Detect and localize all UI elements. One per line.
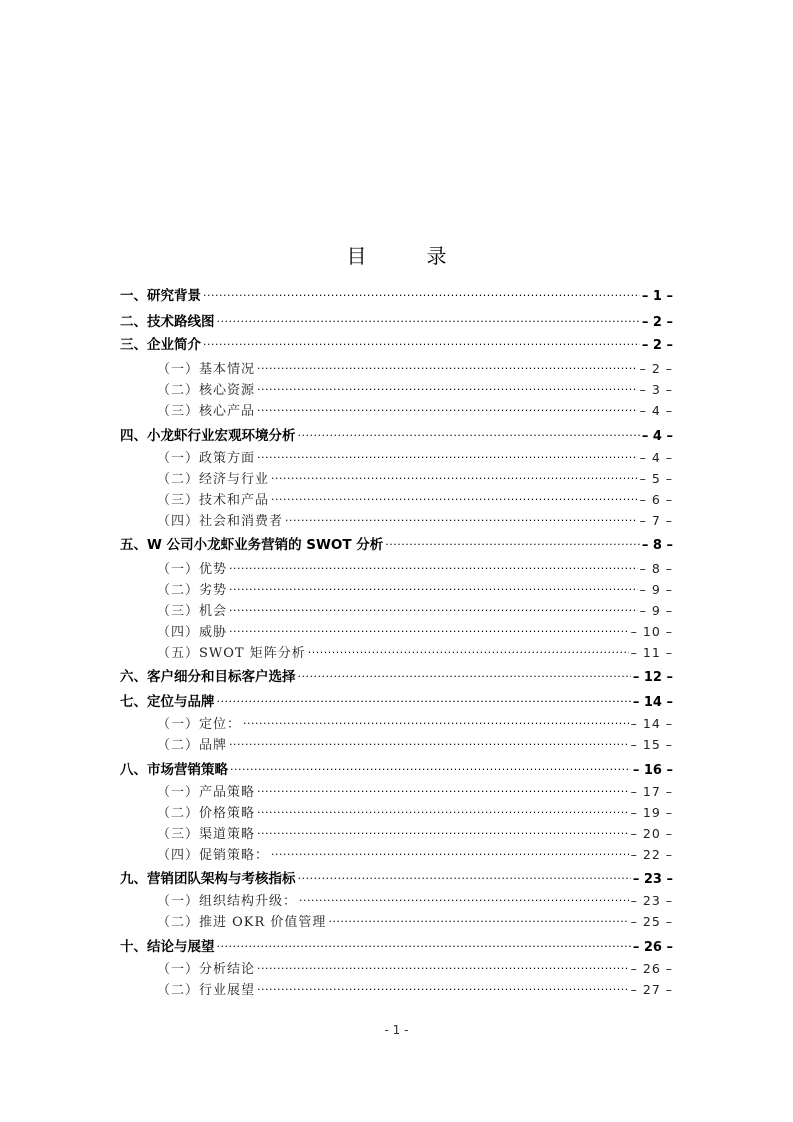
toc-entry-page: – 5 – [639, 471, 673, 486]
toc-entry-title: （三）渠道策略 [157, 827, 256, 842]
toc-entry-title: （二）推进 OKR 价值管理 [157, 915, 327, 930]
toc-entry-title: 六、客户细分和目标客户选择 [120, 669, 296, 685]
toc-entry-title: （二）核心资源 [157, 383, 256, 398]
toc-entry-page: – 2 – [639, 361, 673, 376]
toc-entry-page: – 4 – [639, 450, 673, 465]
dot-leader [385, 536, 640, 550]
toc-entry-chapter[interactable] [120, 333, 673, 353]
dot-leader [257, 981, 629, 994]
toc-entry-title: （三）机会 [157, 604, 228, 619]
toc-entry-page: – 8 – [639, 561, 673, 576]
toc-entry-title: 八、市场营销策略 [120, 762, 228, 778]
dot-leader [257, 360, 638, 373]
toc-entry-section[interactable] [120, 734, 673, 754]
toc-entry-page: – 27 – [630, 982, 673, 997]
toc-entry-title: （二）行业展望 [157, 983, 256, 998]
toc-entry-section[interactable] [120, 489, 673, 509]
toc-entry-title: （五）SWOT 矩阵分析 [157, 646, 306, 661]
toc-entry-section[interactable] [120, 579, 673, 599]
toc-entry-title: 十、结论与展望 [120, 939, 215, 955]
toc-entry-page: – 26 – [630, 961, 673, 976]
dot-leader [203, 287, 640, 301]
toc-entry-page: – 10 – [630, 624, 673, 639]
toc-entry-title: 二、技术路线图 [120, 314, 215, 330]
toc-entry-section[interactable] [120, 600, 673, 620]
dot-leader [217, 313, 640, 327]
toc-entry-title: （二）劣势 [157, 583, 228, 598]
toc-entry-page: – 14 – [630, 716, 673, 731]
toc-entry-section[interactable] [120, 468, 673, 488]
toc-entry-page: – 15 – [630, 737, 673, 752]
toc-entry-chapter[interactable] [120, 310, 673, 330]
toc-entry-title: （三）核心产品 [157, 404, 256, 419]
toc-entry-title: （一）组织结构升级： [157, 894, 298, 909]
toc-entry-section[interactable] [120, 558, 673, 578]
toc-entry-title: （二）价格策略 [157, 806, 256, 821]
toc-entry-title: 五、W 公司小龙虾业务营销的 SWOT 分析 [120, 537, 384, 553]
toc-entry-title: （二）经济与行业 [157, 472, 270, 487]
toc-entry-chapter[interactable] [120, 665, 673, 685]
dot-leader [298, 427, 640, 441]
toc-entry-page: – 19 – [630, 805, 673, 820]
dot-leader [299, 892, 629, 905]
toc-entry-section[interactable] [120, 979, 673, 999]
toc-entry-section[interactable] [120, 781, 673, 801]
toc-entry-page: – 4 – [639, 403, 673, 418]
toc-entry-title: 九、营销团队架构与考核指标 [120, 871, 296, 887]
dot-leader [229, 623, 629, 636]
toc-entry-page: – 2 – [641, 338, 673, 353]
toc-entry-title: （一）基本情况 [157, 362, 256, 377]
toc-entry-chapter[interactable] [120, 284, 673, 304]
dot-leader [308, 644, 629, 657]
toc-entry-section[interactable] [120, 379, 673, 399]
dot-leader [257, 804, 629, 817]
toc-entry-page: – 22 – [630, 847, 673, 862]
dot-leader [229, 736, 629, 749]
dot-leader [229, 581, 638, 594]
toc-entry-section[interactable] [120, 621, 673, 641]
toc-entry-chapter[interactable] [120, 690, 673, 710]
dot-leader [271, 470, 638, 483]
toc-entry-page: – 2 – [641, 315, 673, 330]
toc-entry-chapter[interactable] [120, 758, 673, 778]
toc-entry-section[interactable] [120, 642, 673, 662]
dot-leader [257, 449, 638, 462]
toc-entry-title: （一）定位： [157, 717, 242, 732]
toc-entry-page: – 25 – [630, 914, 673, 929]
toc-entry-section[interactable] [120, 400, 673, 420]
toc-entry-page: – 7 – [639, 513, 673, 528]
toc-entry-page: – 6 – [639, 492, 673, 507]
toc-entry-page: – 4 – [641, 429, 673, 444]
dot-leader [229, 602, 638, 615]
toc-entry-title: 三、企业简介 [120, 337, 201, 353]
toc-entry-page: – 17 – [630, 784, 673, 799]
toc-entry-section[interactable] [120, 802, 673, 822]
dot-leader [257, 402, 638, 415]
toc-entry-section[interactable] [120, 358, 673, 378]
dot-leader [217, 938, 631, 952]
toc-entry-page: – 26 – [632, 940, 673, 955]
toc-entry-title: （四）促销策略： [157, 848, 270, 863]
toc-entry-page: – 20 – [630, 826, 673, 841]
toc-entry-title: 四、小龙虾行业宏观环境分析 [120, 428, 296, 444]
toc-entry-page: – 3 – [639, 382, 673, 397]
toc-entry-title: （二）品牌 [157, 738, 228, 753]
toc-entry-page: – 14 – [632, 695, 673, 710]
toc-entry-chapter[interactable] [120, 935, 673, 955]
toc-entry-title: （一）分析结论 [157, 962, 256, 977]
dot-leader [328, 913, 628, 926]
dot-leader [271, 491, 638, 504]
toc-entry-page: – 16 – [632, 763, 673, 778]
toc-entry-page: – 9 – [639, 582, 673, 597]
dot-leader [257, 825, 629, 838]
dot-leader [217, 693, 631, 707]
toc-entry-section[interactable] [120, 823, 673, 843]
toc-entry-title: （一）产品策略 [157, 785, 256, 800]
toc-entry-chapter[interactable] [120, 424, 673, 444]
toc-entry-page: – 12 – [632, 670, 673, 685]
dot-leader [257, 960, 629, 973]
dot-leader [271, 846, 629, 859]
toc-entry-section[interactable] [120, 844, 673, 864]
toc-entry-section[interactable] [120, 911, 673, 931]
dot-leader [230, 761, 631, 775]
toc-entry-section[interactable] [120, 713, 673, 733]
dot-leader [298, 668, 631, 682]
toc-title: 目 录 [346, 244, 467, 268]
toc-entry-chapter[interactable] [120, 533, 673, 553]
toc-entry-section[interactable] [120, 510, 673, 530]
toc-entry-section[interactable] [120, 447, 673, 467]
toc-entry-page: – 23 – [630, 893, 673, 908]
page-number-footer: - 1 - [384, 1023, 409, 1037]
dot-leader [243, 715, 629, 728]
toc-entry-page: – 8 – [641, 538, 673, 553]
dot-leader [229, 560, 638, 573]
toc-entry-page: – 23 – [632, 872, 673, 887]
toc-entry-section[interactable] [120, 958, 673, 978]
toc-entry-title: 一、研究背景 [120, 288, 201, 304]
dot-leader [257, 381, 638, 394]
toc-entry-title: （三）技术和产品 [157, 493, 270, 508]
dot-leader [203, 336, 640, 350]
dot-leader [298, 870, 631, 884]
dot-leader [285, 512, 638, 525]
dot-leader [257, 783, 629, 796]
toc-entry-page: – 1 – [641, 289, 673, 304]
toc-entry-title: 七、定位与品牌 [120, 694, 215, 710]
toc-entry-title: （四）威胁 [157, 625, 228, 640]
toc-entry-page: – 11 – [630, 645, 673, 660]
toc-entry-title: （四）社会和消费者 [157, 514, 284, 529]
toc-entry-section[interactable] [120, 890, 673, 910]
toc-entry-title: （一）政策方面 [157, 451, 256, 466]
toc-entry-chapter[interactable] [120, 867, 673, 887]
toc-entry-title: （一）优势 [157, 562, 228, 577]
toc-entry-page: – 9 – [639, 603, 673, 618]
